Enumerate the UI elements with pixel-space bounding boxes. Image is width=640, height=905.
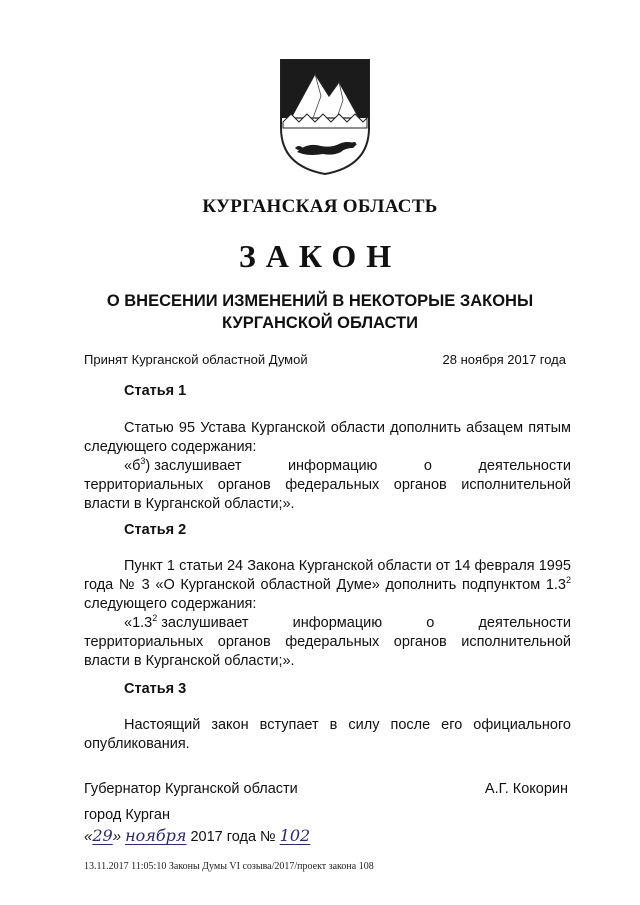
article-1-body	[84, 419, 571, 514]
governor-title: Губернатор Курганской области	[84, 781, 298, 797]
signing-year: 2017 года №	[190, 829, 276, 845]
city-name: город Курган	[84, 807, 170, 823]
adopted-by: Принят Курганской областной Думой	[84, 352, 308, 367]
article-3-body	[84, 716, 571, 754]
article-1-heading: Статья 1	[124, 383, 187, 399]
article-1-quote-line: «$б^3$) заслушивает информацию о деятельности	[124, 456, 571, 474]
governor-name: А.Г. Кокорин	[484, 781, 568, 797]
adoption-date: 28 ноября 2017 года	[442, 352, 566, 367]
signing-day: 29	[92, 826, 113, 845]
signing-month: ноября	[125, 826, 187, 845]
law-number: 102	[279, 826, 311, 845]
article-2-paragraph-1: Пункт 1 статьи 24 Закона Курганской области от 14 февраля 1995 года № 3 «О Курганской областной Думе» дополнить подпунктом $1.3^2$ следующего содержания:	[84, 558, 571, 612]
law-title	[90, 290, 550, 334]
kurgan-coat-of-arms-emblem	[277, 56, 373, 176]
law-title-line-2: КУРГАНСКОЙ ОБЛАСТИ	[222, 314, 418, 332]
article-2-heading: Статья 2	[124, 522, 187, 538]
footer-stamp: 13.11.2017 11:05:10 Законы Думы VI созыва/2017/проект закона 108	[84, 861, 374, 872]
article-2-quote-line: «$1.3^2$ заслушивает информацию о деятельности	[124, 613, 571, 631]
region-name: КУРГАНСКАЯ ОБЛАСТЬ	[202, 196, 438, 217]
document-type: ЗАКОН	[238, 238, 402, 274]
article-3-heading: Статья 3	[124, 681, 187, 697]
article-2-body	[84, 557, 571, 671]
article-1-paragraph-1: Статью 95 Устава Курганской области дополнить абзацем пятым следующего содержания:	[84, 420, 571, 455]
article-1-paragraph-2: территориальных органов федеральных органов исполнительной власти в Курганской области;».	[84, 477, 571, 512]
law-title-line-1: О ВНЕСЕНИИ ИЗМЕНЕНИЙ В НЕКОТОРЫЕ ЗАКОНЫ	[106, 292, 534, 310]
article-2-paragraph-2: территориальных органов федеральных органов исполнительной власти в Курганской области;».	[84, 634, 571, 669]
article-3-paragraph-1: Настоящий закон вступает в силу после его официального опубликования.	[84, 717, 571, 752]
signing-date-line: «29» ноября 2017 года № 102	[84, 826, 311, 845]
